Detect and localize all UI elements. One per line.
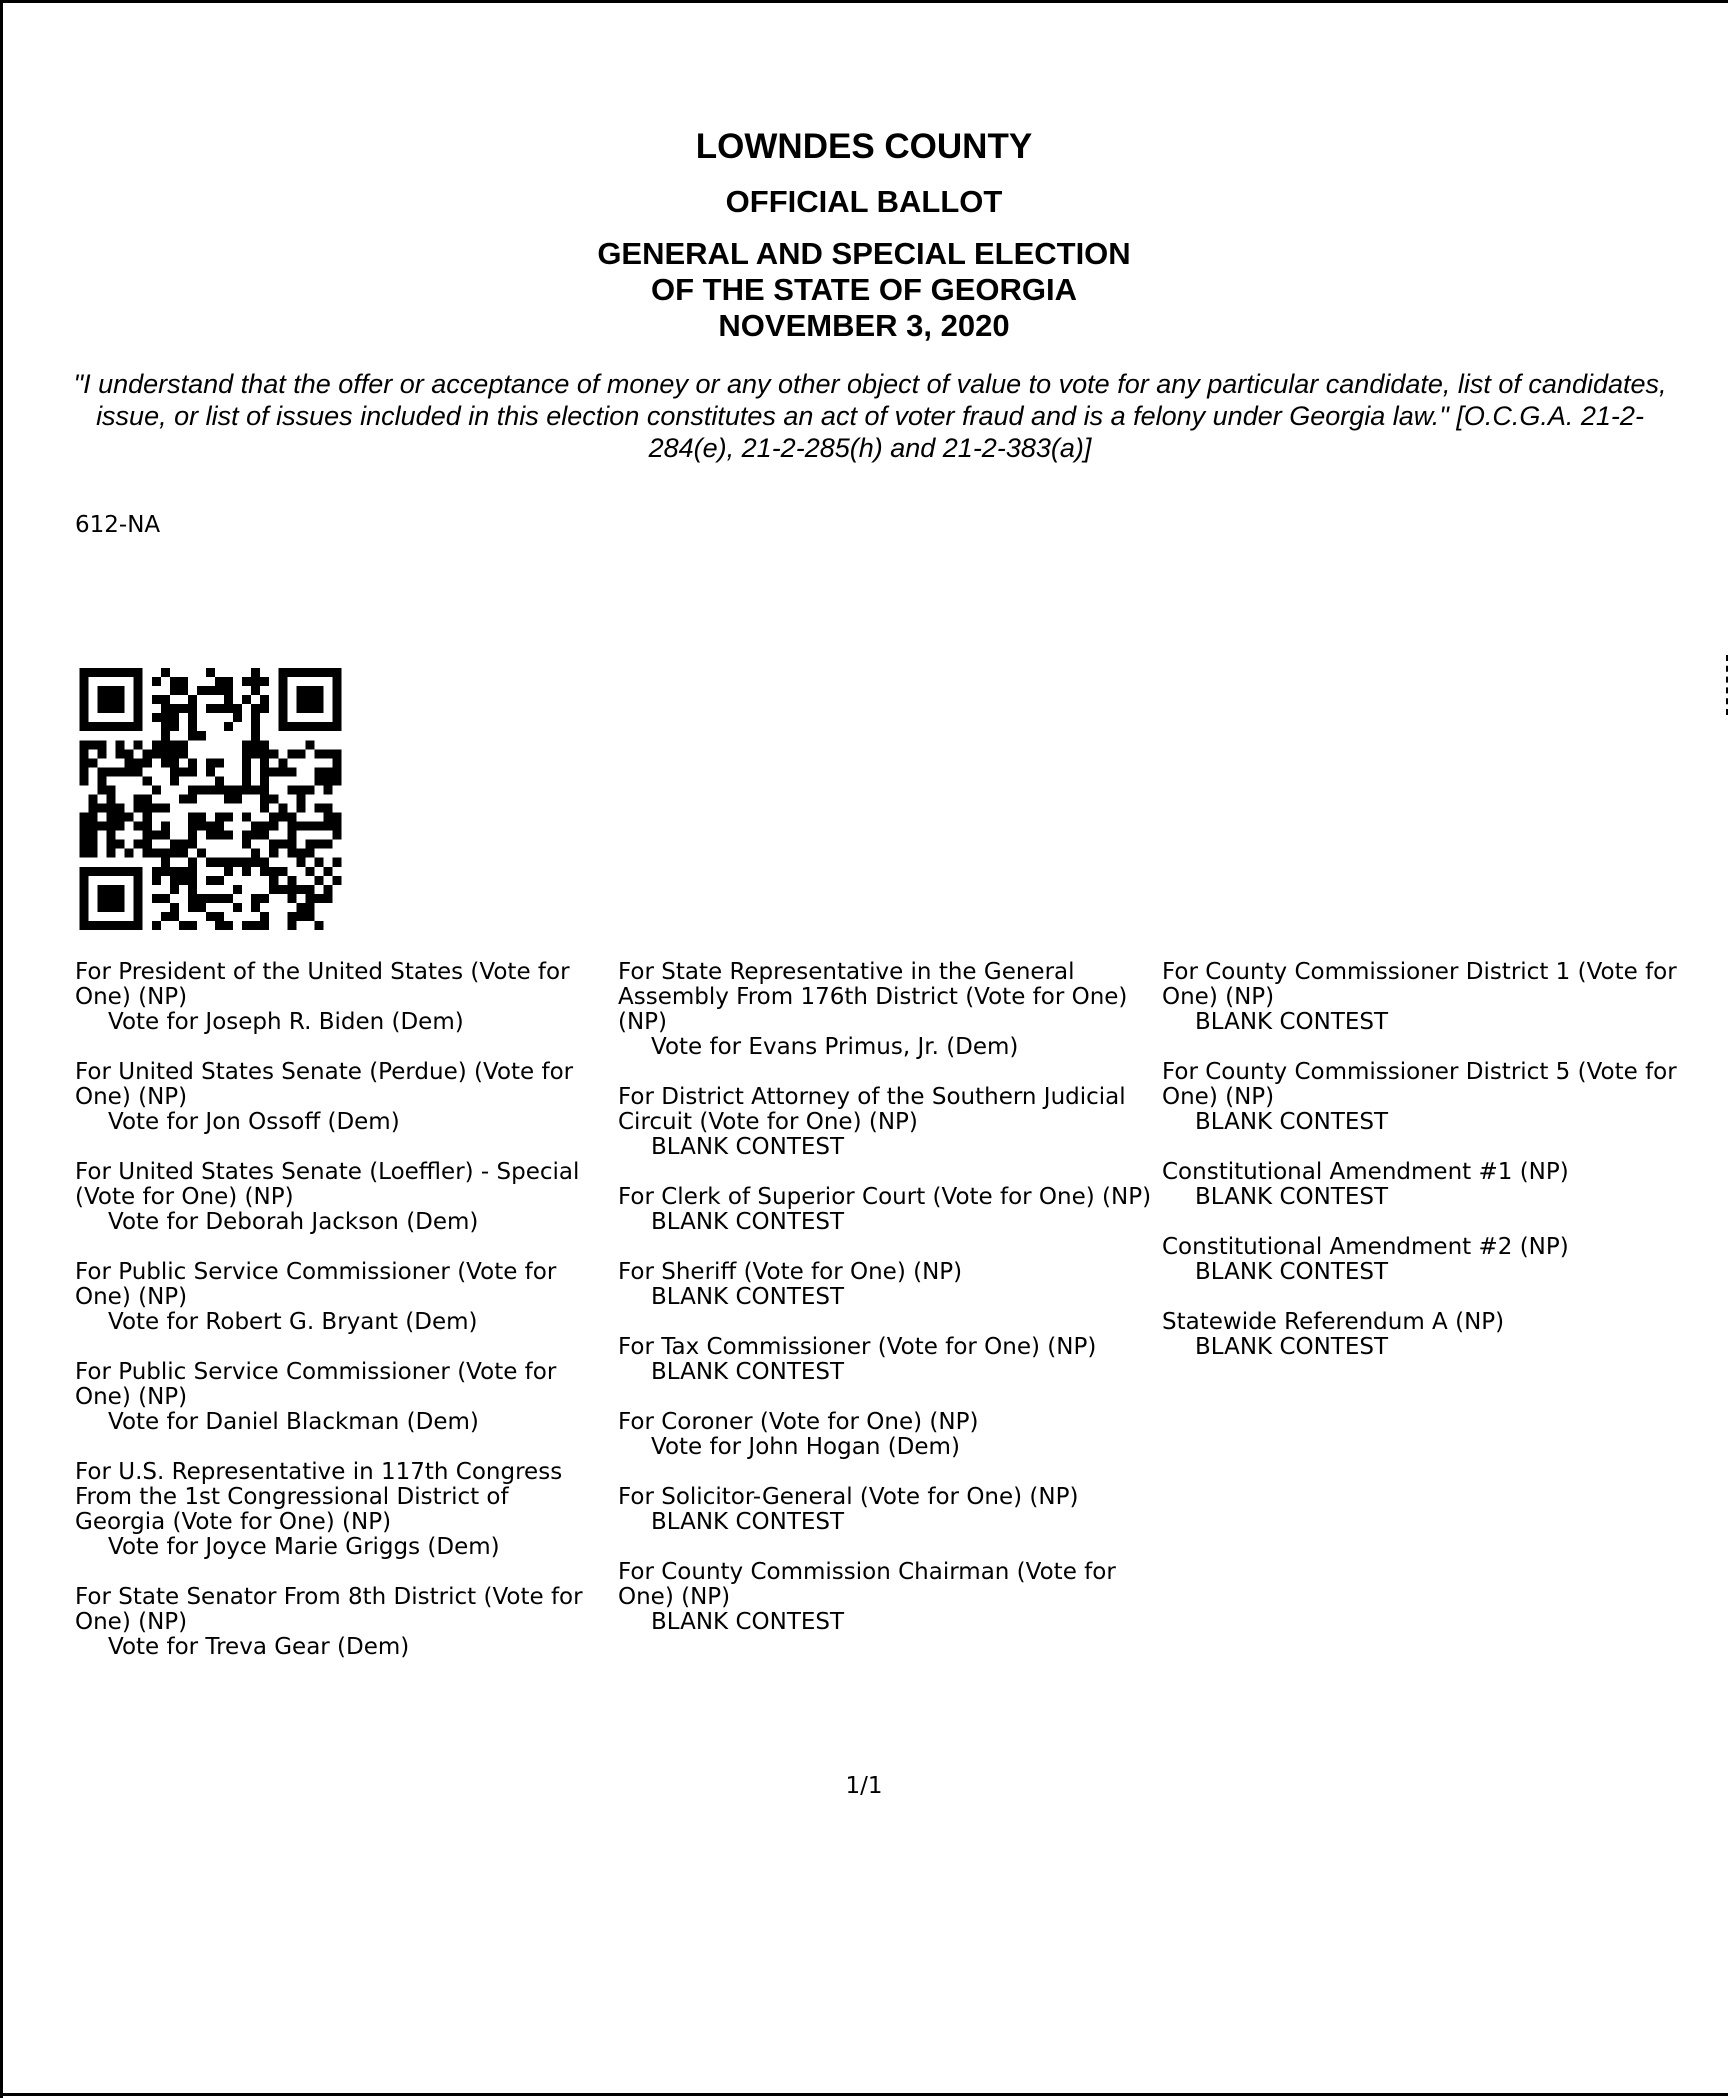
county-title: LOWNDES COUNTY — [695, 127, 1033, 166]
contest-selection: Vote for Joseph R. Biden (Dem) — [108, 1009, 464, 1035]
contest-item — [618, 1560, 1158, 1635]
contest-item — [75, 1160, 605, 1235]
election-date: NOVEMBER 3, 2020 — [718, 308, 1010, 343]
contest-selection: BLANK CONTEST — [1195, 1184, 1389, 1210]
contest-item — [618, 1185, 1158, 1235]
contest-selection: BLANK CONTEST — [651, 1209, 845, 1235]
contest-title: For United States Senate (Perdue) (Vote for One) (NP) — [75, 1059, 574, 1110]
ballot-type-title: OFFICIAL BALLOT — [725, 184, 1003, 219]
contest-title: For County Commissioner District 1 (Vote for One) (NP) — [1162, 960, 1677, 1010]
contest-title: For Solicitor-General (Vote for One) (NP) — [618, 1484, 1079, 1510]
contest-selection: BLANK CONTEST — [1195, 1334, 1389, 1360]
contest-title: For County Commissioner District 5 (Vote for One) (NP) — [1162, 1059, 1677, 1110]
contest-title: For Public Service Commissioner (Vote for One) (NP) — [75, 1259, 557, 1310]
contest-column-3 — [1162, 960, 1677, 1385]
contest-item — [75, 960, 605, 1035]
contest-title: For United States Senate (Loeffler) - Special (Vote for One) (NP) — [75, 1159, 580, 1210]
contest-selection: Vote for Daniel Blackman (Dem) — [108, 1409, 479, 1435]
contest-selection: BLANK CONTEST — [651, 1284, 845, 1310]
contest-item — [618, 1260, 1158, 1310]
contest-item — [1162, 1310, 1677, 1360]
contest-title: For District Attorney of the Southern Judicial Circuit (Vote for One) (NP) — [618, 1084, 1126, 1135]
contest-selection: Vote for Joyce Marie Griggs (Dem) — [108, 1534, 500, 1560]
contest-selection: BLANK CONTEST — [1195, 1259, 1389, 1285]
election-title-line1: GENERAL AND SPECIAL ELECTION — [597, 236, 1131, 271]
contest-title: For Sheriff (Vote for One) (NP) — [618, 1259, 963, 1285]
contest-title: Constitutional Amendment #1 (NP) — [1162, 1159, 1569, 1185]
contest-item — [75, 1360, 605, 1435]
contest-selection: Vote for Robert G. Bryant (Dem) — [108, 1309, 478, 1335]
contest-item — [618, 1485, 1158, 1535]
contest-column-1 — [75, 960, 605, 1685]
contest-column-2 — [618, 960, 1158, 1660]
contest-item — [618, 1335, 1158, 1385]
contest-title: For County Commission Chairman (Vote for One) (NP) — [618, 1559, 1116, 1610]
contest-title: For Clerk of Superior Court (Vote for One) (NP) — [618, 1184, 1152, 1210]
contest-item — [75, 1060, 605, 1135]
contest-item — [618, 1410, 1158, 1460]
contest-selection: Vote for Treva Gear (Dem) — [108, 1634, 410, 1660]
page-border-bottom — [0, 2093, 1728, 2096]
contest-selection: BLANK CONTEST — [651, 1609, 845, 1635]
contest-title: For State Senator From 8th District (Vote for One) (NP) — [75, 1584, 583, 1635]
contest-selection: Vote for Deborah Jackson (Dem) — [108, 1209, 479, 1235]
contest-selection: BLANK CONTEST — [1195, 1009, 1389, 1035]
voter-fraud-affirmation: "I understand that the offer or acceptance of money or any other object of value to vote for any particular candidate, list of candidates, issue, or list of issues included in this election constitutes an act of voter fraud and is a felony under Georgia law." [O.C.G.A. 21-2-284(e), 21-2-285(h) and 21-2-383(a)] — [73, 369, 1667, 463]
contest-item — [1162, 1060, 1677, 1135]
contest-selection: Vote for Evans Primus, Jr. (Dem) — [651, 1034, 1019, 1060]
contest-selection: BLANK CONTEST — [651, 1359, 845, 1385]
contest-item — [75, 1260, 605, 1335]
contest-title: For Tax Commissioner (Vote for One) (NP) — [618, 1334, 1097, 1360]
contest-title: Constitutional Amendment #2 (NP) — [1162, 1234, 1569, 1260]
qr-code — [73, 668, 348, 930]
contest-title: For U.S. Representative in 117th Congress From the 1st Congressional District of Georgia (Vote for One) (NP) — [75, 1459, 563, 1535]
contest-selection: Vote for John Hogan (Dem) — [651, 1434, 960, 1460]
contest-title: For Public Service Commissioner (Vote for One) (NP) — [75, 1359, 557, 1410]
contest-item — [1162, 1235, 1677, 1285]
contest-selection: BLANK CONTEST — [1195, 1109, 1389, 1135]
edge-marks — [1723, 655, 1728, 715]
ballot-style-code: 612-NA — [75, 512, 161, 538]
contest-item — [618, 1085, 1158, 1160]
contest-item — [618, 960, 1158, 1060]
contest-item — [75, 1460, 605, 1560]
contest-title: For President of the United States (Vote for One) (NP) — [75, 959, 570, 1010]
page-number: 1/1 — [845, 1773, 883, 1799]
contest-title: Statewide Referendum A (NP) — [1162, 1309, 1505, 1335]
page-border-top — [0, 0, 1728, 3]
election-title-line2: OF THE STATE OF GEORGIA — [651, 272, 1077, 307]
contest-item — [1162, 960, 1677, 1035]
contest-selection: Vote for Jon Ossoff (Dem) — [108, 1109, 400, 1135]
contest-title: For Coroner (Vote for One) (NP) — [618, 1409, 979, 1435]
contest-selection: BLANK CONTEST — [651, 1509, 845, 1535]
contest-title: For State Representative in the General Assembly From 176th District (Vote for One) (NP) — [618, 959, 1128, 1035]
contest-item — [75, 1585, 605, 1660]
contest-selection: BLANK CONTEST — [651, 1134, 845, 1160]
election-title — [0, 236, 1728, 344]
ballot-header — [0, 120, 1728, 344]
contest-item — [1162, 1160, 1677, 1210]
